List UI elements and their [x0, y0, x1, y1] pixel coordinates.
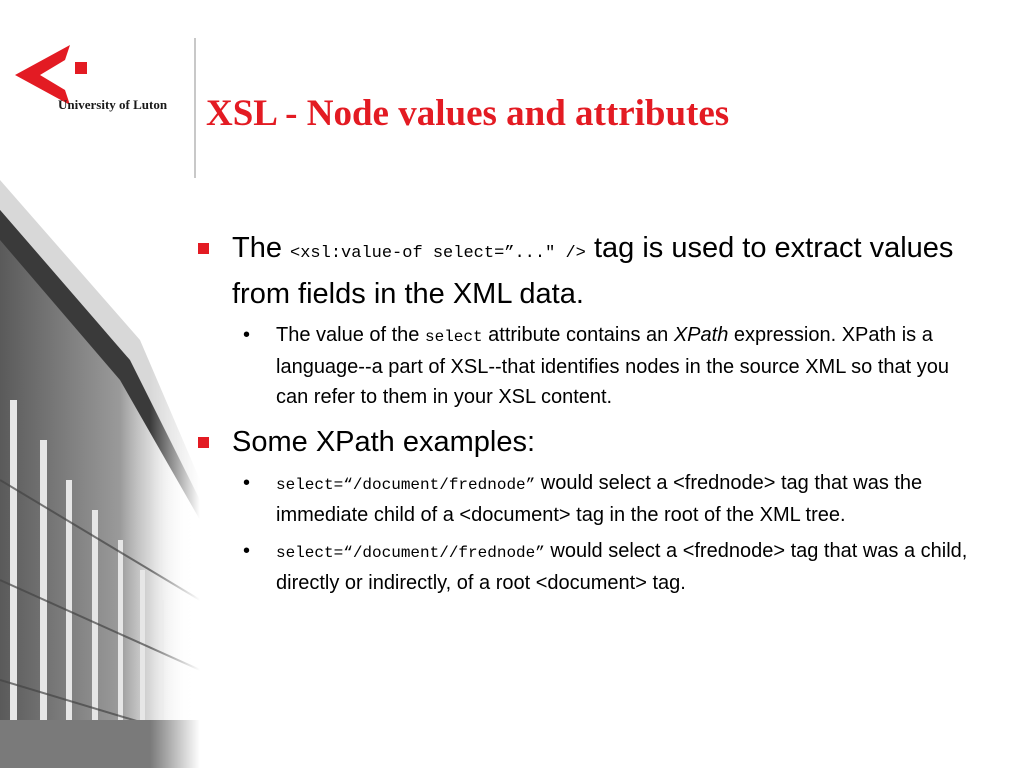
bullet-text: tag is used to extract values from fields in the XML data. — [232, 232, 954, 310]
sub-bullet-text: expression. XPath is a language--a part of XSL--that identifies nodes in the source XML so that you can refer to them in your XSL content. — [276, 324, 949, 408]
sub-bullet-text: attribute contains an — [482, 324, 674, 346]
sub-bullet-text: would select a <frednode> tag that was a child, directly or indirectly, of a root <document> tag. — [276, 540, 968, 594]
code-snippet: select — [424, 328, 483, 346]
emphasis-text: XPath — [673, 324, 729, 346]
sub-bullet-text: The value of the — [276, 324, 425, 346]
building-photo — [0, 180, 200, 768]
bullet-text: The — [232, 232, 291, 264]
slide-content — [196, 228, 986, 598]
bullet-xpath-examples — [196, 422, 986, 462]
code-snippet: <xsl:value-of select=”..." /> — [290, 244, 586, 263]
university-name: University of Luton — [58, 97, 168, 112]
sub-bullet-select-attribute — [196, 320, 986, 412]
bullet-text: Some XPath examples: — [232, 426, 536, 458]
code-snippet: select=“/document/frednode” — [276, 476, 536, 494]
sub-bullet-example-1 — [196, 468, 986, 530]
code-snippet: select=“/document//frednode” — [276, 544, 545, 562]
sub-bullet-example-2 — [196, 536, 986, 598]
bullet-value-of — [196, 228, 986, 314]
slide-title: XSL - Node values and attributes — [206, 93, 730, 134]
sub-bullet-text: would select a <frednode> tag that was the immediate child of a <document> tag in the root of the XML tree. — [276, 472, 923, 526]
header-divider — [194, 38, 196, 178]
